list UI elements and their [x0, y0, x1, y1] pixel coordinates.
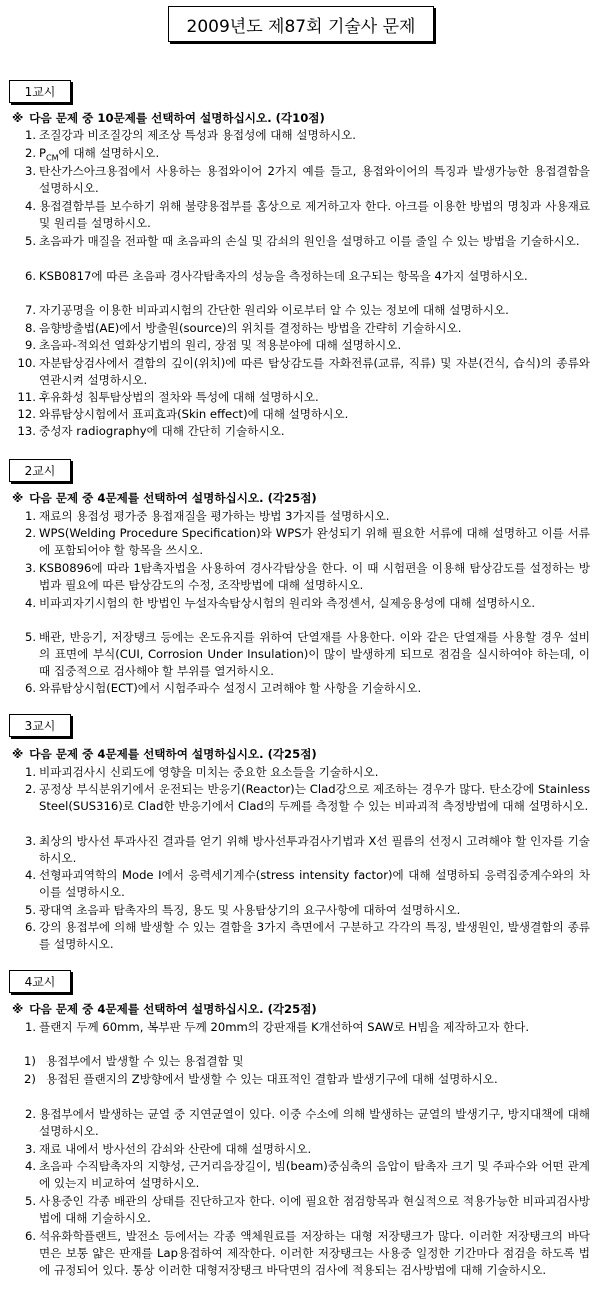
- session-4-label: 4교시: [9, 970, 71, 993]
- session-1-instruction: [12, 110, 325, 126]
- question: 4. 초음파 수직탐촉자의 지향성, 근거리음장길이, 빔(beam)중심축의 음압이 탐촉자 크기 및 주파수와 어떤 관계에 있는지 비교하여 설명하시오.: [24, 1159, 590, 1191]
- instruction-text: 다음 문제 중 4문제를 선택하여 설명하십시오. (각25점): [29, 491, 317, 505]
- question: 1. 재료의 용접성 평가중 용접재질을 평가하는 방법 3가지를 설명하시오.: [24, 509, 390, 523]
- note-mark: ※: [12, 1002, 24, 1016]
- question: 4. 비파괴자기시험의 한 방법인 누설자속탐상시험의 원리와 측정센서, 실제응용성에 대해 설명하시오.: [24, 596, 536, 610]
- question: 5. 배관, 반응기, 저장탱크 등에는 온도유지를 위하여 단열재를 사용한다. 이와 같은 단열재를 사용할 경우 설비의 표면에 부식(CUI, Corrosion Under Insulation)이 많이 발생하게 되므로 점검을 실시하여야 하는데, 이때 집중적으로 검사해야 할 부위를 열거하시오.: [24, 630, 590, 679]
- question: 3. 최상의 방사선 투과사진 결과를 얻기 위해 방사선투과검사기법과 X선 필름의 선정시 고려해야 할 인자를 기술하시오.: [24, 834, 590, 866]
- session-1-label: 1교시: [9, 80, 71, 103]
- question: 13. 중성자 radiography에 대해 간단히 기술하시오.: [17, 424, 285, 438]
- question: 2. WPS(Welding Procedure Specification)와 WPS가 완성되기 위해 필요한 서류에 대해 설명하고 이를 서류에 포함되어야 할 항목을 쓰시오.: [24, 526, 590, 558]
- question: 2. $P_{CM}$에 대해 설명하시오.: [24, 146, 160, 163]
- question: 1. 플랜지 두께 60mm, 복부판 두께 20mm의 강판재를 K개선하여 SAW로 H빔을 제작하고자 한다.: [24, 1020, 530, 1034]
- page-title: 2009년도 제87회 기술사 문제: [168, 6, 434, 42]
- session-2-instruction: [12, 490, 317, 506]
- question: 3. 재료 내에서 방사선의 감쇠와 산란에 대해 설명하시오.: [24, 1142, 312, 1156]
- question: 2. 공정상 부식분위기에서 운전되는 반응기(Reactor)는 Clad강으로 제조하는 경우가 많다. 탄소강에 Stainless Steel(SUS316)로 Clad한 반응기에서 Clad의 두께를 측정할 수 있는 비파괴적 측정방법에 대해 설명하시오.: [24, 782, 590, 814]
- question: 4. 선형파괴역학의 Mode I에서 응력세기계수(stress intensity factor)에 대해 설명하되 응력집중계수와의 차이를 설명하시오.: [24, 868, 590, 900]
- question: 5. 초음파가 매질을 전파할 때 초음파의 손실 및 감쇠의 원인을 설명하고 이를 줄일 수 있는 방법을 기술하시오.: [24, 234, 580, 248]
- pcm-symbol: $P_{CM}$: [39, 146, 59, 163]
- question: 9. 초음파-적외선 열화상기법의 원리, 장점 및 적용분야에 대해 설명하시오.: [24, 338, 402, 352]
- question: 11. 후유화성 침투탐상법의 절차와 특성에 대해 설명하시오.: [17, 390, 319, 404]
- instruction-text: 다음 문제 중 4문제를 선택하여 설명하십시오. (각25점): [29, 1002, 317, 1016]
- question: 12. 와류탐상시험에서 표피효과(Skin effect)에 대해 설명하시오.: [17, 407, 349, 421]
- note-mark: ※: [12, 747, 24, 761]
- note-mark: ※: [12, 111, 24, 125]
- question: 6. KSB0817에 따른 초음파 경사각탐촉자의 성능을 측정하는데 요구되는 항목을 4가지 설명하시오.: [24, 269, 528, 283]
- question: 5. 광대역 초음파 탐촉자의 특징, 용도 및 사용탐상기의 요구사항에 대하여 설명하시오.: [24, 903, 461, 917]
- session-4-instruction: [12, 1001, 317, 1017]
- sub-question: 1) 용접부에서 발생할 수 있는 용접결함 및: [24, 1054, 244, 1068]
- question: 3. 탄산가스아크용접에서 사용하는 용접와이어 2가지 예를 들고, 용접와이어의 특징과 발생가능한 용접결함을 설명하시오.: [24, 164, 590, 196]
- session-3-label: 3교시: [9, 714, 71, 737]
- session-3-instruction: [12, 746, 317, 762]
- question: 3. KSB0896에 따라 1탐촉자법을 사용하여 경사각탐상을 한다. 이 때 시험편을 이용해 탐상감도를 설정하는 방법과 필요에 따른 탐상감도의 수정, 조작방법에 대해 설명하시오.: [24, 561, 590, 593]
- question: 1. 조질강과 비조질강의 제조상 특성과 용접성에 대해 설명하시오.: [24, 128, 356, 142]
- instruction-text: 다음 문제 중 4문제를 선택하여 설명하십시오. (각25점): [29, 747, 317, 761]
- question: 1. 비파괴검사시 신뢰도에 영향을 미치는 중요한 요소들을 기술하시오.: [24, 765, 379, 779]
- instruction-text: 다음 문제 중 10문제를 선택하여 설명하십시오. (각10점): [29, 111, 325, 125]
- question: 6. 강의 용접부에 의해 발생할 수 있는 결함을 3가지 측면에서 구분하고 각각의 특징, 발생원인, 발생결함의 종류를 설명하시오.: [24, 920, 590, 952]
- sub-question: 2) 용접된 플랜지의 Z방향에서 발생할 수 있는 대표적인 결함과 발생기구에 대해 설명하시오.: [24, 1072, 498, 1086]
- note-mark: ※: [12, 491, 24, 505]
- question: 5. 사용중인 각종 배관의 상태를 진단하고자 한다. 이에 필요한 점검항목과 현실적으로 적용가능한 비파괴검사방법에 대해 기술하시오.: [24, 1194, 590, 1226]
- question: 8. 음향방출법(AE)에서 방출원(source)의 위치를 결정하는 방법을 간략히 기술하시오.: [24, 321, 462, 335]
- question: 2. 용접부에서 발생하는 균열 중 지연균열이 있다. 이중 수소에 의해 발생하는 균열의 발생기구, 방지대책에 대해 설명하시오.: [24, 1107, 590, 1139]
- question: 10. 자분탐상검사에서 결함의 깊이(위치)에 따른 탐상감도를 자화전류(교류, 직류) 및 자분(건식, 습식)의 종류와 연관시켜 설명하시오.: [17, 356, 590, 388]
- session-2-label: 2교시: [9, 459, 71, 482]
- question: 6. 석유화학플랜트, 발전소 등에서는 각종 액체원료를 저장하는 대형 저장탱크가 많다. 이러한 저장탱크의 바닥면은 보통 얇은 판재를 Lap용접하여 제작한다. 이러한 저장탱크는 사용중 일정한 기간마다 점검을 하도록 법에 규정되어 있다. 통상 이러한 대형저장탱크 바닥면의 검사에 적용되는 검사방법에 대해 기술하시오.: [24, 1229, 590, 1278]
- question: 4. 용접결함부를 보수하기 위해 불량용접부를 홈상으로 제거하고자 한다. 아크를 이용한 방법의 명칭과 사용재료 및 원리를 설명하시오.: [24, 199, 590, 231]
- question: 7. 자기공명을 이용한 비파괴시험의 간단한 원리와 이로부터 알 수 있는 정보에 대해 설명하시오.: [24, 303, 509, 317]
- question: 6. 와류탐상시험(ECT)에서 시험주파수 설정시 고려해야 할 사항을 기술하시오.: [24, 681, 422, 695]
